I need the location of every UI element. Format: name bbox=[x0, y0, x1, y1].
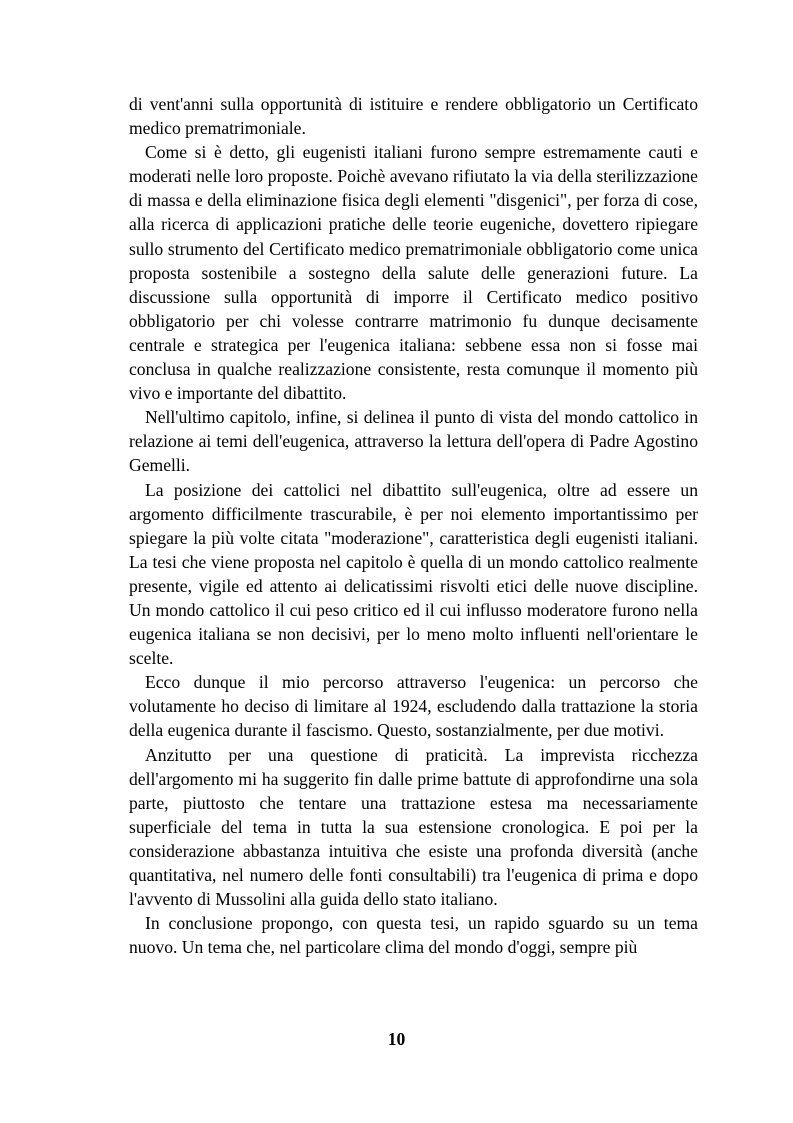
paragraph-conclusion: In conclusione propongo, con questa tesi, un rapido sguardo su un tema nuovo. Un tema che, nel particolare clima del mondo d'oggi, sempre più bbox=[129, 913, 698, 958]
paragraph-continuation: di vent'anni sulla opportunità di istituire e rendere obbligatorio un Certificato medico prematrimoniale. bbox=[129, 94, 698, 139]
page-number: 10 bbox=[387, 1029, 406, 1049]
paragraph-path-1924: Ecco dunque il mio percorso attraverso l'eugenica: un percorso che volutamente ho deciso di limitare al 1924, escludendo dalla trattazione la storia della eugenica durante il fascismo. Questo, sostanzialmente, per due motivi. bbox=[129, 672, 698, 741]
paragraph-certificate-discussion: Come si è detto, gli eugenisti italiani furono sempre estremamente cauti e moderati nelle loro proposte. Poichè avevano rifiutato la via della sterilizzazione di massa e della eliminazione fisica degli elementi "disgenici", per forza di cose, alla ricerca di applicazioni pratiche delle teorie eugeniche, dovettero ripiegare sullo strumento del Certificato medico prematrimoniale obbligatorio come unica proposta sostenibile a sostegno della salute delle generazioni future. La discussione sulla opportunità di imporre il Certificato medico positivo obbligatorio per chi volesse contrarre matrimonio fu dunque decisamente centrale e strategica per l'eugenica italiana: sebbene essa non si fosse mai conclusa in qualche realizzazione consistente, resta comunque il momento più vivo e importante del dibattito. bbox=[129, 142, 698, 404]
paragraph-catholic-position: La posizione dei cattolici nel dibattito sull'eugenica, oltre ad essere un argomento difficilmente trascurabile, è per noi elemento importantissimo per spiegare la più volte citata "moderazione", caratteristica degli eugenisti italiani. La tesi che viene proposta nel capitolo è quella di un mondo cattolico realmente presente, vigile ed attento ai delicatissimi risvolti etici delle nuove discipline. Un mondo cattolico il cui peso critico ed il cui influsso moderatore furono nella eugenica italiana se non decisivi, per lo meno molto influenti nell'orientare le scelte. bbox=[129, 479, 698, 669]
body-text bbox=[129, 92, 698, 959]
paragraph-practicality: Anzitutto per una questione di praticità. La imprevista ricchezza dell'argomento mi ha suggerito fin dalle prime battute di approfondirne una sola parte, piuttosto che tentare una trattazione estesa ma necessariamente superficiale del tema in tutta la sua estensione cronologica. E poi per la considerazione abbastanza intuitiva che esiste una profonda diversità (anche quantitativa, nel numero delle fonti consultabili) tra l'eugenica di prima e dopo l'avvento di Mussolini alla guida dello stato italiano. bbox=[129, 744, 698, 910]
paragraph-last-chapter: Nell'ultimo capitolo, infine, si delinea il punto di vista del mondo cattolico in relazione ai temi dell'eugenica, attraverso la lettura dell'opera di Padre Agostino Gemelli. bbox=[129, 407, 698, 476]
